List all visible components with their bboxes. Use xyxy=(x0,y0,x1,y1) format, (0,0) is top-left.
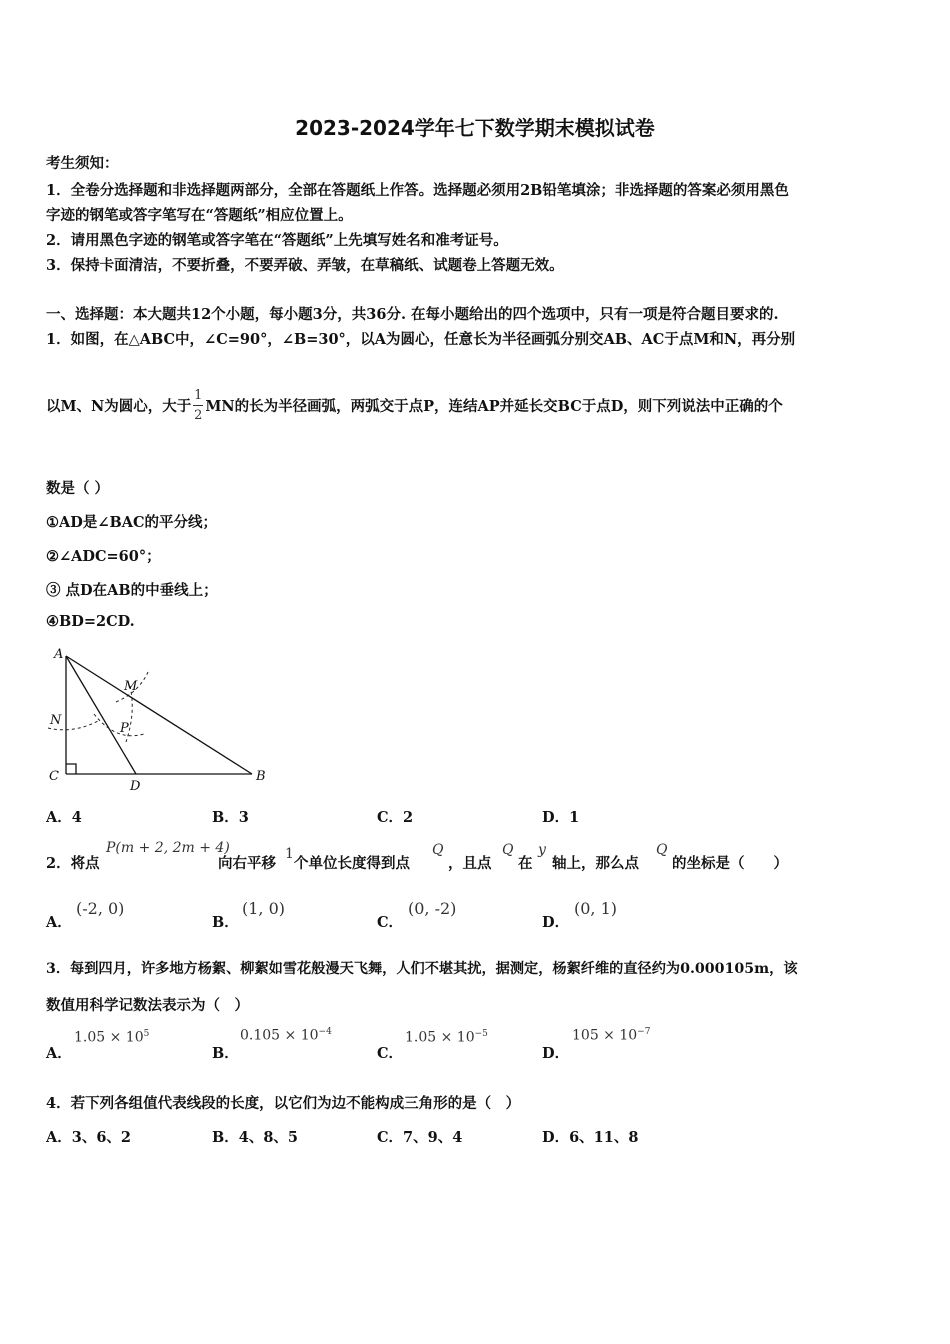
q3-option-a-label[interactable]: A． xyxy=(46,1045,72,1062)
q2-option-b-label[interactable]: B． xyxy=(212,914,239,931)
arc-from-n xyxy=(94,714,144,736)
label-b: B xyxy=(256,769,266,784)
q2-end: 的坐标是（ ） xyxy=(672,855,788,872)
q2-mid-4: 在 xyxy=(518,855,533,872)
q3-option-a-value xyxy=(74,1029,149,1046)
q4-line-1: 4．若下列各组值代表线段的长度，以它们为边不能构成三角形的是（ ） xyxy=(46,1095,521,1112)
q2-mid-5: 轴上，那么点 xyxy=(552,855,639,872)
q2-q-1: Q xyxy=(432,842,444,858)
segment-ab xyxy=(66,656,252,774)
q2-one: 1 xyxy=(285,846,294,862)
q1-statement-3: ③ 点D在AB的中垂线上； xyxy=(46,582,218,599)
q1-triangle-figure xyxy=(44,642,274,794)
q1-line-3: 数是（ ） xyxy=(46,480,110,497)
q3-option-c-value xyxy=(405,1029,488,1046)
q1-statement-1: ①AD是∠BAC的平分线； xyxy=(46,514,218,531)
q2-mid-2: 个单位长度得到点 xyxy=(294,855,410,872)
q2-pre: 2．将点 xyxy=(46,855,100,872)
q1-statement-2: ②∠ADC=60°； xyxy=(46,548,161,565)
q2-q-3: Q xyxy=(656,842,668,858)
q3-option-d-label[interactable]: D． xyxy=(542,1045,570,1062)
q2-mid-1: 向右平移 xyxy=(218,855,276,872)
label-a: A xyxy=(54,647,64,662)
q1-line-2b: MN的长为半径画弧，两弧交于点P，连结AP并延长交BC于点D，则下列说法中正确的个 xyxy=(205,398,783,415)
q1-line-2 xyxy=(46,388,783,423)
fraction-denominator: 2 xyxy=(194,408,203,423)
q3-option-d-value xyxy=(572,1027,650,1044)
q3-option-d-exp: −7 xyxy=(637,1027,651,1037)
q1-option-a[interactable]: A．4 xyxy=(46,809,82,826)
q3-option-b-exp: −4 xyxy=(318,1027,332,1037)
q3-option-c-label[interactable]: C． xyxy=(377,1045,404,1062)
q2-option-a-value: (-2, 0) xyxy=(76,899,125,918)
q4-option-a[interactable]: A．3、6、2 xyxy=(46,1129,132,1146)
label-p: P xyxy=(120,721,129,736)
section-heading: 一、选择题：本大题共12个小题，每小题3分，共36分. 在每小题给出的四个选项中，只有一项是符合题目要求的. xyxy=(46,306,779,323)
label-n: N xyxy=(50,713,62,728)
q1-option-b[interactable]: B．3 xyxy=(212,809,249,826)
q2-y: y xyxy=(538,842,546,858)
right-angle-mark xyxy=(66,764,76,774)
label-m: M xyxy=(124,679,138,694)
label-c: C xyxy=(49,769,59,784)
q3-option-c-base: 1.05 × 10 xyxy=(405,1029,475,1046)
q2-option-a-label[interactable]: A． xyxy=(46,914,72,931)
q4-option-b[interactable]: B．4、8、5 xyxy=(212,1129,299,1146)
q2-option-d-value: (0, 1) xyxy=(574,899,618,918)
label-d: D xyxy=(130,779,141,794)
q1-option-d[interactable]: D．1 xyxy=(542,809,580,826)
q3-option-b-base: 0.105 × 10 xyxy=(240,1027,319,1044)
notice-line-2: 2．请用黑色字迹的钢笔或答字笔在“答题纸”上先填写姓名和准考证号。 xyxy=(46,232,508,249)
q3-option-d-base: 105 × 10 xyxy=(572,1027,638,1044)
q1-line-1: 1．如图，在△ABC中，∠C=90°，∠B=30°，以A为圆心，任意长为半径画弧分别交AB、AC于点M和N，再分别 xyxy=(46,331,796,348)
q1-statement-4: ④BD=2CD. xyxy=(46,613,135,630)
q3-option-b-label[interactable]: B． xyxy=(212,1045,239,1062)
q3-option-a-exp: 5 xyxy=(143,1029,150,1039)
q2-option-b-value: (1, 0) xyxy=(242,899,286,918)
q3-option-c-exp: −5 xyxy=(474,1029,488,1039)
q1-fraction xyxy=(193,388,203,423)
q2-point: P(m + 2, 2m + 4) xyxy=(106,840,230,856)
q2-option-d-label[interactable]: D． xyxy=(542,914,570,931)
q3-option-a-base: 1.05 × 10 xyxy=(74,1029,144,1046)
fraction-numerator: 1 xyxy=(194,388,203,403)
q3-line-2: 数值用科学记数法表示为（ ） xyxy=(46,997,249,1014)
q2-q-2: Q xyxy=(502,842,514,858)
q2-option-c-label[interactable]: C． xyxy=(377,914,404,931)
segment-ad xyxy=(66,656,136,774)
notice-line-1b: 字迹的钢笔或答字笔写在“答题纸”相应位置上。 xyxy=(46,207,353,224)
q1-option-c[interactable]: C．2 xyxy=(377,809,414,826)
notice-line-3: 3．保持卡面清洁，不要折叠，不要弄破、弄皱，在草稿纸、试题卷上答题无效。 xyxy=(46,257,564,274)
q2-option-c-value: (0, -2) xyxy=(408,899,457,918)
q1-line-2a: 以M、N为圆心，大于 xyxy=(46,398,192,415)
q3-option-b-value xyxy=(240,1027,332,1044)
q3-line-1: 3．每到四月，许多地方杨絮、柳絮如雪花般漫天飞舞，人们不堪其扰，据测定，杨絮纤维的直径约为0.000105m，该 xyxy=(46,961,798,977)
q2-mid-3: ，且点 xyxy=(448,855,492,872)
notice-heading: 考生须知： xyxy=(46,155,119,172)
notice-line-1a: 1．全卷分选择题和非选择题两部分，全部在答题纸上作答。选择题必须用2B铅笔填涂；非选择题的答案必须用黑色 xyxy=(46,182,789,199)
q4-option-c[interactable]: C．7、9、4 xyxy=(377,1129,463,1146)
q4-option-d[interactable]: D．6、11、8 xyxy=(542,1129,639,1146)
page-title: 2023-2024学年七下数学期末模拟试卷 xyxy=(295,116,655,140)
